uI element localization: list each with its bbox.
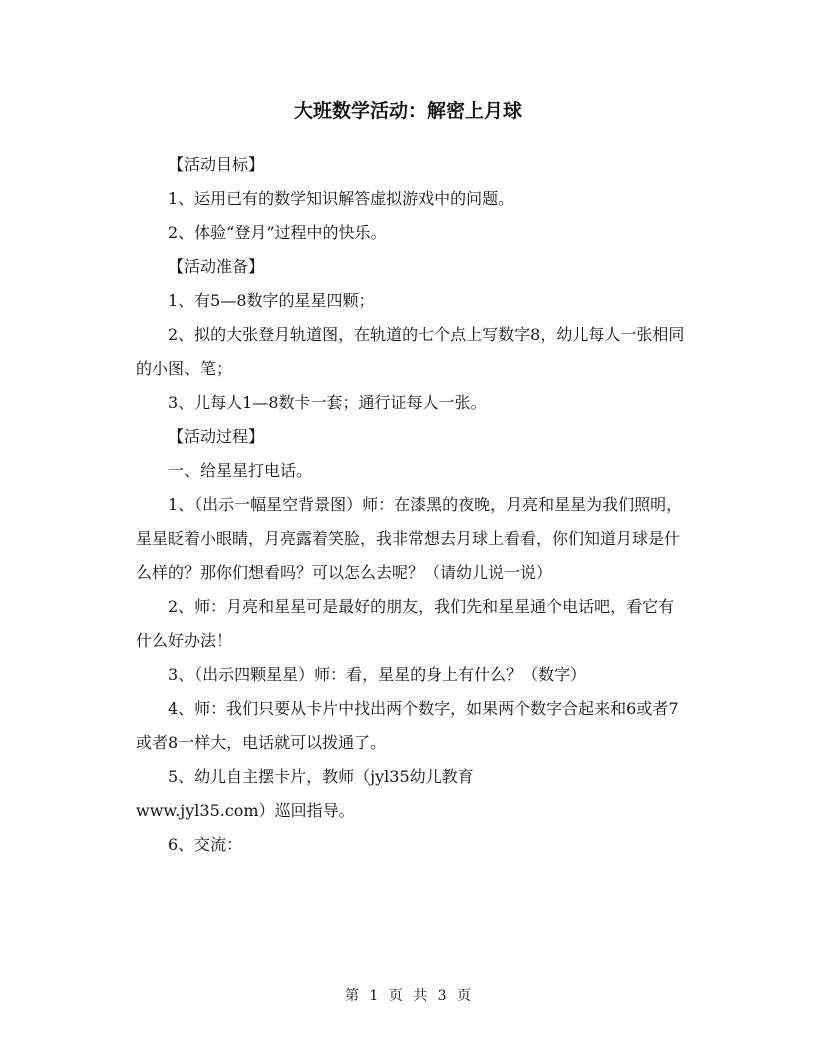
paragraph: 5、幼儿自主摆卡片，教师（jyl35幼儿教育 www.jyl35.com）巡回指导。 xyxy=(136,767,474,820)
paragraph: 2、体验“登月”过程中的快乐。 xyxy=(168,223,387,242)
section-heading-goals: 【活动目标】 xyxy=(168,155,265,174)
page-label-suffix: 页 xyxy=(457,988,472,1004)
paragraph: 4、师：我们只要从卡片中找出两个数字，如果两个数字合起来和6或者7或者8一样大，电话就可以拨通了。 xyxy=(136,699,679,752)
paragraph: 3、（出示四颗星星）师：看，星星的身上有什么？（数字） xyxy=(168,665,587,684)
page-label-prefix: 第 xyxy=(344,988,359,1004)
paragraph: 1、有5—8数字的星星四颗； xyxy=(168,291,375,310)
paragraph: 3、儿每人1—8数卡一套；通行证每人一张。 xyxy=(168,393,487,412)
paragraph: 1、运用已有的数学知识解答虚拟游戏中的问题。 xyxy=(168,189,515,208)
paragraph: 6、交流： xyxy=(168,835,243,854)
page-label-mid: 页 xyxy=(388,988,403,1004)
current-page-number: 1 xyxy=(369,988,379,1004)
paragraph: 2、师：月亮和星星可是最好的朋友，我们先和星星通个电话吧，看它有什么好办法！ xyxy=(136,597,675,650)
paragraph: 1、（出示一幅星空背景图）师：在漆黑的夜晚，月亮和星星为我们照明，星星眨着小眼睛，月亮露着笑脸，我非常想去月球上看看，你们知道月球是什么样的？那你们想看吗？可以怎么去呢？（请幼儿说一说） xyxy=(136,495,683,582)
total-pages-number: 3 xyxy=(437,988,447,1004)
subsection-heading: 一、给星星打电话。 xyxy=(168,461,313,480)
paragraph: 2、拟的大张登月轨道图，在轨道的七个点上写数字8，幼儿每人一张相同的小图、笔； xyxy=(136,325,685,378)
section-heading-process: 【活动过程】 xyxy=(168,427,265,446)
page-title: 大班数学活动：解密上月球 xyxy=(293,100,522,122)
section-heading-preparation: 【活动准备】 xyxy=(168,257,265,276)
total-label: 共 xyxy=(413,988,428,1004)
document-body xyxy=(136,148,686,862)
page-footer xyxy=(0,986,816,1006)
